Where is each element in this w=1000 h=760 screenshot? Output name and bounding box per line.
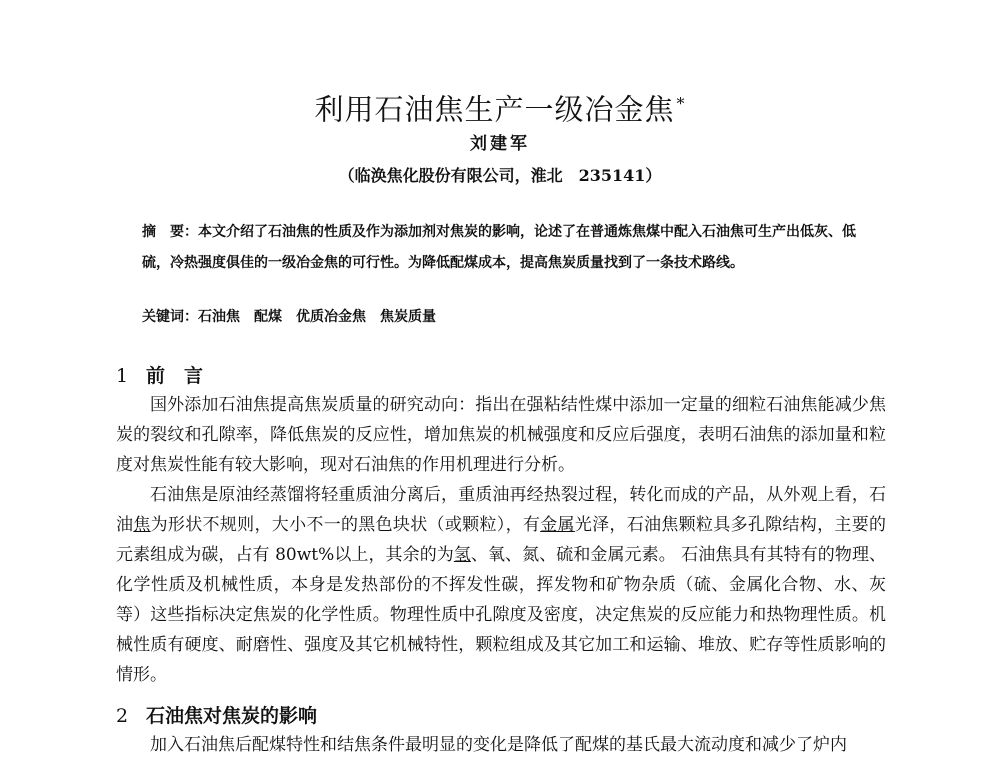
title-text: 利用石油焦生产一级冶金焦: [314, 92, 675, 127]
underlined-text: 金属: [540, 515, 575, 535]
author-affiliation: （临涣焦化股份有限公司，淮北 235141）: [338, 166, 662, 185]
paragraph: 国外添加石油焦提高焦炭质量的研究动向：指出在强粘结性煤中添加一定量的细粒石油焦能减少焦炭的裂纹和孔隙率，降低焦炭的反应性，增加焦炭的机械强度和反应后强度，表明石油焦的添加量和粒度对焦炭性能有较大影响，现对石油焦的作用机理进行分析。: [116, 395, 886, 475]
keywords: [142, 303, 858, 331]
keywords-text: 石油焦 配煤 优质冶金焦 焦炭质量: [198, 309, 436, 325]
section-title: 前 言: [146, 365, 204, 387]
author-name: 刘建军: [470, 134, 530, 154]
section-2-body: [116, 730, 886, 760]
paragraph-text: 为形状不规则，大小不一的黑色块状（或颗粒），有: [150, 515, 541, 535]
paper-title: [0, 84, 1000, 130]
paragraph-text: 光泽，石油焦颗粒具多孔隙结构，主要的元素组成为碳，占有 80wt%以上，其余的为: [116, 515, 887, 565]
paragraph-text: 石油焦是原油经蒸馏将轻重质油分离后，重质油再经热裂过程，转化而成的产品，从外观上看，石油: [116, 485, 886, 535]
section-title: 石油焦对焦炭的影响: [146, 705, 318, 727]
abstract-label: 摘 要：: [142, 224, 198, 240]
underlined-text: 氢: [453, 545, 471, 565]
paragraph-text: 、氧、氮、硫和金属元素。 石油焦具有其特有的物理、化学性质及机械性质，本身是发热部份的不挥发性碳，挥发物和矿物杂质（硫、金属化合物、水、灰等）这些指标决定焦炭的化学性质。物理性质中孔隙度及密度，决定焦炭的反应能力和热物理性质。机械性质有硬度、耐磨性、强度及其它机械特性，颗粒组成及其它加工和运输、堆放、贮存等性质影响的情形。: [116, 545, 887, 685]
keywords-label: 关键词：: [142, 309, 198, 325]
abstract: [142, 217, 858, 279]
title-footnote-mark: *: [676, 94, 686, 113]
section-heading-1: [116, 362, 203, 390]
section-heading-2: [116, 702, 317, 730]
section-number: 1: [116, 365, 129, 387]
underlined-text: 焦: [133, 515, 151, 535]
section-number: 2: [116, 705, 129, 727]
abstract-text: 本文介绍了石油焦的性质及作为添加剂对焦炭的影响，论述了在普通炼焦煤中配入石油焦可生产出低灰、低硫，冷热强度俱佳的一级冶金焦的可行性。为降低配煤成本，提高焦炭质量找到了一条技术路线。: [142, 224, 856, 271]
section-1-body: [116, 390, 886, 690]
paragraph: 加入石油焦后配煤特性和结焦条件最明显的变化是降低了配煤的基氏最大流动度和减少了炉内: [150, 735, 847, 755]
paragraph: [116, 480, 886, 690]
